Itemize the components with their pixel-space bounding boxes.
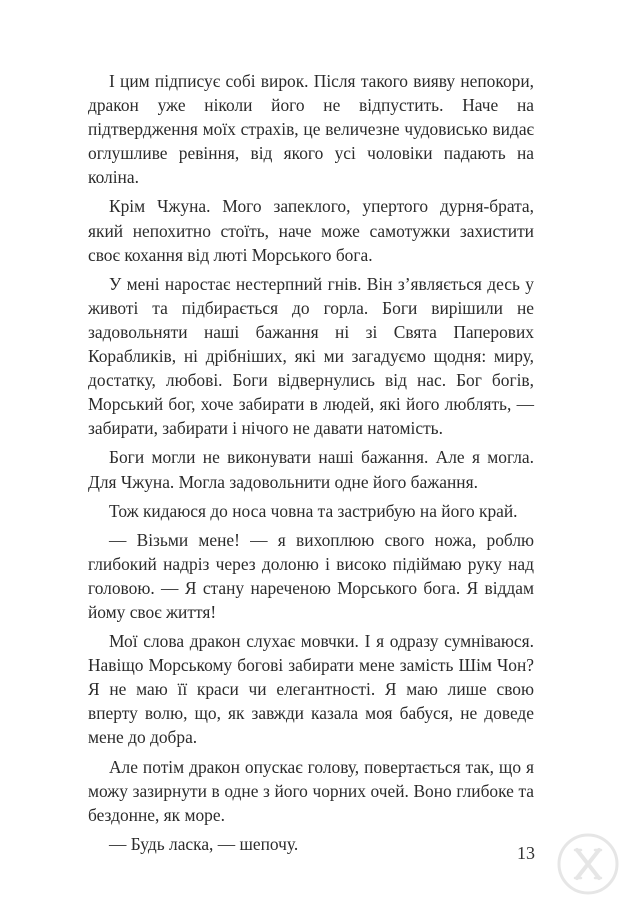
paragraph-4: Боги могли не виконувати наші бажання. Але я могла. Для Чжуна. Могла задовольнити одне його бажання. — [88, 447, 534, 492]
paragraph-8: Але потім дракон опускає голову, повертається так, що я можу зазирнути в одне з його чорних очей. Воно глибоке та бездонне, як море. — [88, 756, 534, 825]
paragraph-7: Мої слова дракон слухає мовчки. І я одразу сумніваюся. Навіщо Морському богові забирати мене замість Шім Чон? Я не маю її краси чи елегантності. Я маю лише свою вперту волю, що, як завжди казала моя бабуся, не доведе мене до добра. — [88, 631, 534, 748]
page-number: 13 — [517, 843, 535, 863]
paragraph-9: — Будь ласка, — шепочу. — [109, 833, 299, 854]
body-text — [88, 69, 534, 856]
paragraph-3: У мені наростає нестерпний гнів. Він з’являється десь у животі та підбирається до горла. Боги вирішили не задовольняти наші бажання ні зі Свята Паперових Корабликів, ні дрібніших, які ми загадуємо щодня: миру, достатку, любові. Боги відвернулись від нас. Бог богів, Морський бог, хоче забирати в людей, які його люблять, — забирати, забирати і нічого не давати натомість. — [88, 273, 534, 439]
x-logo-watermark-icon — [556, 832, 620, 896]
paragraph-2: Крім Чжуна. Мого запеклого, упертого дурня-брата, який непохитно стоїть, наче може самотужки захистити своє кохання від люті Морського бога. — [88, 196, 534, 265]
paragraph-6: — Візьми мене! — я вихоплюю свого ножа, роблю глибокий надріз через долоню і високо підіймаю руку над головою. — Я стану нареченою Морського бога. Я віддам йому своє життя! — [88, 529, 534, 622]
paragraph-5: Тож кидаюся до носа човна та застрибую на його край. — [109, 500, 518, 521]
paragraph-1: І цим підписує собі вирок. Після такого вияву непокори, дракон уже ніколи його не відпустить. Наче на підтвердження моїх страхів, це величезне чудовисько видає оглушливе ревіння, від якого усі чоловіки падають на коліна. — [88, 71, 534, 188]
